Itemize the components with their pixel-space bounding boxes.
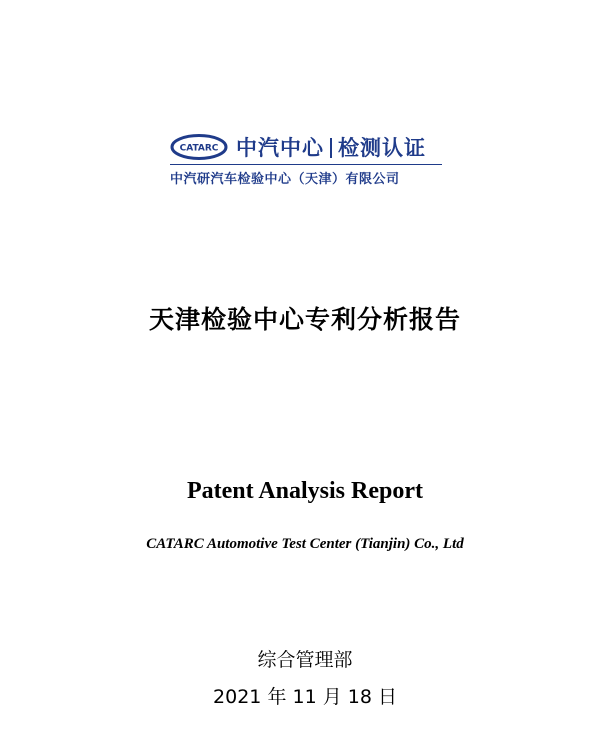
report-date: 2021 年 11 月 18 日 — [213, 686, 397, 708]
company-logo — [170, 130, 450, 188]
logo-name-cn — [236, 132, 426, 162]
report-title-en: Patent Analysis Report — [187, 478, 423, 504]
logo-separator — [330, 138, 332, 158]
logo-name-right: 检测认证 — [338, 136, 426, 160]
logo-divider — [170, 164, 442, 165]
emblem-text: CATARC — [179, 143, 219, 154]
report-title-cn: 天津检验中心专利分析报告 — [148, 305, 461, 334]
logo-company-name: 中汽研汽车检验中心（天津）有限公司 — [170, 172, 400, 187]
logo-name-left: 中汽中心 — [236, 136, 324, 160]
catarc-emblem-icon — [170, 134, 228, 160]
department-name: 综合管理部 — [257, 649, 353, 671]
organization-name-en: CATARC Automotive Test Center (Tianjin) Co., Ltd — [146, 536, 464, 552]
